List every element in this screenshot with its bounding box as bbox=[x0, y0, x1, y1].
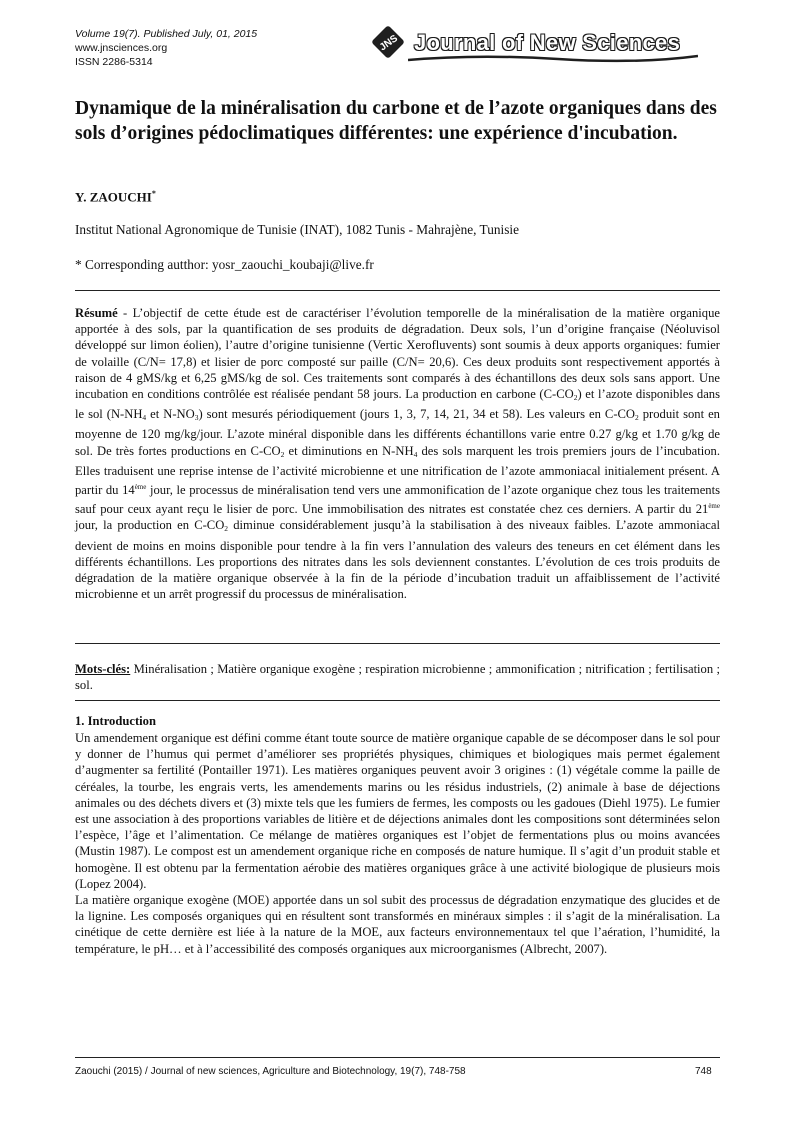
jns-badge-icon bbox=[368, 22, 408, 62]
abstract-text: diminue considérablement jusqu’à la stabilisation à des niveaux faibles. L’azote ammoniacal devient de moins en moins disponible pour tendre à la fin vers l’annulation des valeurs des teneurs en cet élément dans les différents échantillons. Les proportions des nitrates dans les sols deviennent constantes. L’évolution de ces trois produits de dégradation de la matière organique observée à la fin de la période d’incubation traduit un affaiblissement de l’activité microbienne et un arrêt progressif du processus de minéralisation. bbox=[75, 518, 720, 602]
affiliation: Institut National Agronomique de Tunisie (INAT), 1082 Tunis - Mahrajène, Tunisie bbox=[75, 222, 519, 237]
logo-wave-decoration bbox=[408, 52, 698, 64]
journal-name: Journal of New Sciences bbox=[414, 30, 681, 55]
page-number: 748 bbox=[695, 1066, 712, 1077]
subscript: 2 bbox=[635, 413, 639, 423]
corresponding-author: * Corresponding autthor: yosr_zaouchi_koubaji@live.fr bbox=[75, 257, 374, 272]
abstract-text: produit sont en moyenne de 120 mg/kg/jour. L’azote minéral disponible dans les différents échantillons varie entre 0.27 g/kg et 1.70 g/kg de sol. De très fortes productions en C-CO bbox=[75, 407, 720, 458]
abstract-text: et diminutions en N-NH bbox=[284, 443, 414, 458]
abstract-text: des sols marquent les trois premiers jours de l’incubation. Elles traduisent une reprise intense de l’activité microbienne et une nitrification de l’azote ammoniacal initialement présent. A partir du 14 bbox=[75, 443, 720, 498]
abstract bbox=[75, 305, 720, 602]
divider-abstract-end bbox=[75, 643, 720, 644]
abstract-label: Résumé bbox=[75, 306, 118, 320]
introduction-body bbox=[75, 730, 720, 957]
superscript: ème bbox=[134, 483, 147, 492]
website-link[interactable]: www.jnsciences.org bbox=[75, 42, 168, 54]
footer-divider bbox=[75, 1057, 720, 1058]
abstract-text: ) sont mesurés périodiquement (jours 1, 3, 7, 14, 21, 34 et 58). Les valeurs en C-CO bbox=[198, 407, 636, 422]
subscript: 4 bbox=[142, 413, 147, 423]
abstract-text: et N-NO bbox=[146, 407, 195, 422]
superscript: ème bbox=[708, 502, 720, 511]
subscript: 3 bbox=[194, 413, 199, 423]
subscript: 2 bbox=[573, 393, 578, 403]
keywords-label: Mots-clés: bbox=[75, 662, 131, 676]
divider-top bbox=[75, 290, 720, 291]
badge-text: JNS bbox=[377, 33, 400, 54]
subscript: 2 bbox=[280, 449, 285, 459]
subscript: 2 bbox=[224, 524, 229, 534]
abstract-text: jour, le processus de minéralisation tend vers une ammonification de l’azote organique chez tous les traitements sauf pour ceux ayant reçu le lisier de porc. Une immobilisation des nitrates est constatée chez ces derniers. A partir du 21 bbox=[75, 483, 720, 517]
footer-citation: Zaouchi (2015) / Journal of new sciences, Agriculture and Biotechnology, 19(7), 748-758 bbox=[75, 1066, 466, 1077]
divider-keywords-end bbox=[75, 700, 720, 701]
abstract-text: ) et l’azote disponibles dans le sol (N-NH bbox=[75, 387, 721, 422]
abstract-text: jour, la production en C-CO bbox=[75, 518, 225, 533]
author-name: Y. ZAOUCHI bbox=[75, 189, 152, 205]
journal-header-info bbox=[75, 27, 257, 69]
author-line bbox=[75, 189, 156, 205]
issn-line: ISSN 2286-5314 bbox=[75, 56, 153, 68]
paper-title: Dynamique de la minéralisation du carbone et de l’azote organiques dans des sols d’origines pédoclimatiques différentes: une expérience d'incubation. bbox=[75, 98, 717, 144]
section-heading-introduction: 1. Introduction bbox=[75, 714, 156, 728]
volume-line: Volume 19(7). Published July, 01, 2015 bbox=[75, 28, 258, 40]
keywords bbox=[75, 661, 720, 693]
journal-logo bbox=[368, 22, 698, 64]
intro-paragraph-2: La matière organique exogène (MOE) apportée dans un sol subit des processus de dégradation enzymatique des glucides et de la lignine. Les composés organiques qui en résultent sont transformés en minéraux simples : il s’agit de la minéralisation. La cinétique de cette dernière est liée à la nature de la MOE, aux facteurs environnementaux tel que l’aération, l’humidité, la température, le pH… et à l’accessibilité des composés organiques aux microorganismes (Albrecht, 2007). bbox=[75, 893, 720, 956]
subscript: 4 bbox=[413, 449, 418, 459]
author-mark: * bbox=[151, 189, 156, 198]
abstract-text: - L’objectif de cette étude est de caractériser l’évolution temporelle de la minéralisation de la matière organique apportée à des sols, par la quantification de ses produits de dégradation. Deux sols, l’un d’origine française (Néoluvisol développé sur limon éolien), l’autre d’origine tunisienne (Vertic Xerofluvents) sont soumis à deux apports organiques: fumier de volaille (C/N= 17,8) et lisier de porc composté sur paille (C/N= 20,6). Ces deux produits sont respectivement apportés à raison de 4 gMS/kg et 6,25 gMS/kg de sol. Ces traitements sont comparés à des échantillons des deux sols sans apport. Une incubation en conditions contrôlée est réalisée pendant 58 jours. La production en carbone (C-CO bbox=[75, 306, 720, 402]
intro-paragraph-1: Un amendement organique est défini comme étant toute source de matière organique capable de se décomposer dans le sol pour y donner de l’humus qui permet d’améliorer ses propriétés physiques, chimiques et biologiques mais permet également d’augmenter sa fertilité (Pontailler 1971). Les matières organiques peuvent avoir 3 origines : (1) végétale comme la paille de céréales, la tourbe, les engrais verts, les amendements marins ou les résidus industriels, (2) animale à base de déjections animales ou des déchets divers et (3) mixte tels que les fumiers de fermes, les composts ou les gadoues (Diehl 1975). Le fumier est une association à des proportions variables de litière et de déjections animales dont les compositions sont déterminées selon l’espèce, l’âge et l’alimentation. Ce mélange de matières organiques est l’objet de fermentations plus ou moins avancées (Mustin 1987). Le compost est un amendement organique riche en composés de nature humique. Il s’agit d’un produit stable et homogène. Il est obtenu par la fermentation aérobie des matières organiques grâce à une activité biologique de plusieurs mois (Lopez 2004). bbox=[75, 731, 720, 891]
keywords-text: Minéralisation ; Matière organique exogène ; respiration microbienne ; ammonification ; nitrification ; fertilisation ; sol. bbox=[75, 662, 720, 693]
